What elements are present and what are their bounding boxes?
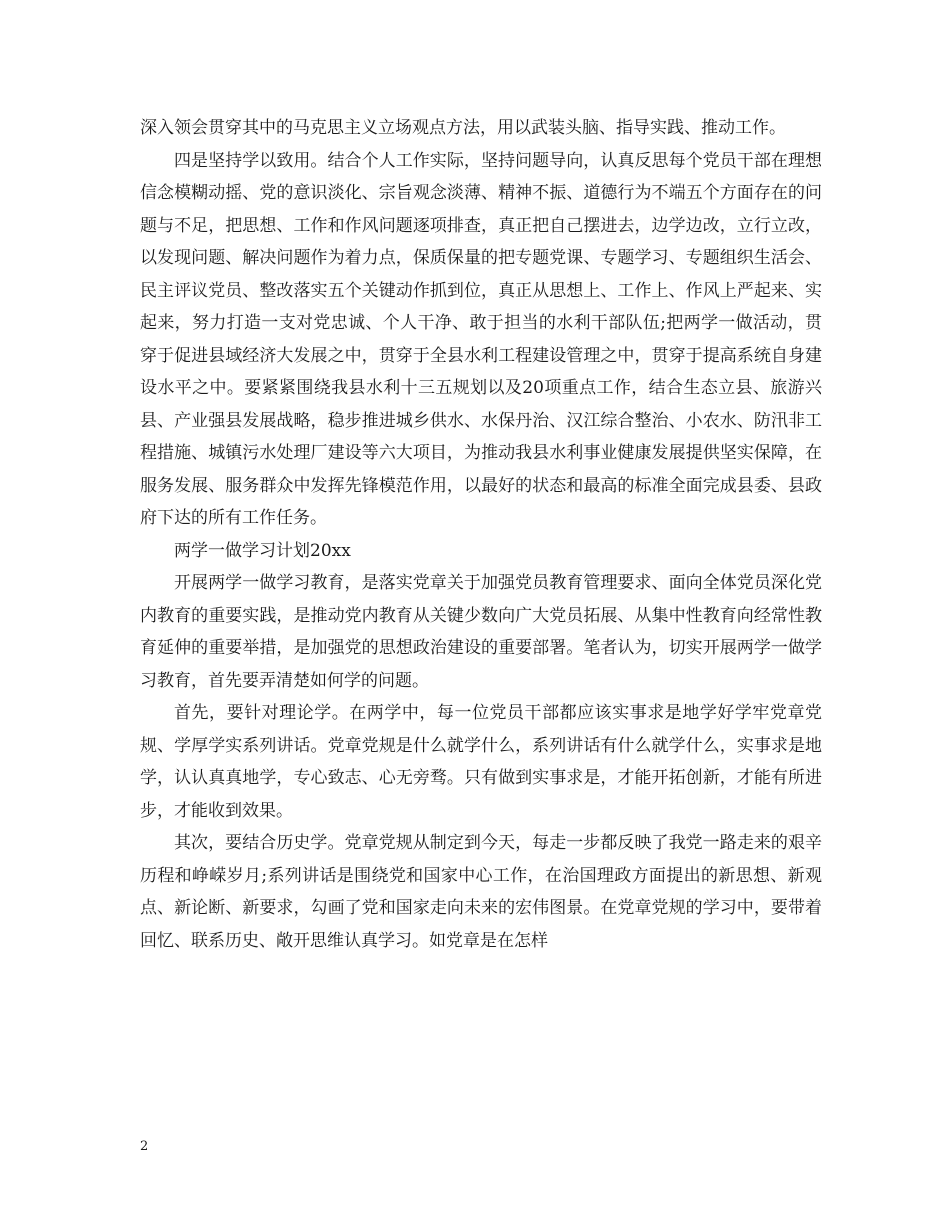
page-number: 2 xyxy=(140,1139,149,1154)
paragraph-theory-study: 首先，要针对理论学。在两学中，每一位党员干部都应该实事求是地学好学牢党章党规、学厚学实系列讲话。党章党规是什么就学什么，系列讲话有什么就学什么，实事求是地学，认认真真地学，专心致志、心无旁骛。只有做到实事求是，才能开拓创新，才能有所进步，才能收到效果。 xyxy=(140,703,822,821)
paragraph-continuation: 深入领会贯穿其中的马克思主义立场观点方法，用以武装头脑、指导实践、推动工作。 xyxy=(140,118,786,138)
document-body xyxy=(140,112,822,957)
paragraph-study-application: 四是坚持学以致用。结合个人工作实际，坚持问题导向，认真反思每个党员干部在理想信念模糊动摇、党的意识淡化、宗旨观念淡薄、精神不振、道德行为不端五个方面存在的问题与不足，把思想、工作和作风问题逐项排查，真正把自己摆进去，边学边改，立行立改，以发现问题、解决问题作为着力点，保质保量的把专题党课、专题学习、专题组织生活会、民主评议党员、整改落实五个关键动作抓到位，真正从思想上、工作上、作风上严起来、实起来，努力打造一支对党忠诚、个人干净、敢于担当的水利干部队伍;把两学一做活动，贯穿于促进县域经济大发展之中，贯穿于全县水利工程建设管理之中，贯穿于提高系统自身建设水平之中。要紧紧围绕我县水利十三五规划以及20项重点工作，结合生态立县、旅游兴县、产业强县发展战略，稳步推进城乡供水、水保丹治、汉江综合整治、小农水、防汛非工程措施、城镇污水处理厂建设等六大项目，为推动我县水利事业健康发展提供坚实保障，在服务发展、服务群众中发挥先锋模范作用，以最好的状态和最高的标准全面完成县委、县政府下达的所有工作任务。 xyxy=(140,150,822,528)
section-heading: 两学一做学习计划20xx xyxy=(174,540,351,561)
paragraph-history-study: 其次，要结合历史学。党章党规从制定到今天，每走一步都反映了我党一路走来的艰辛历程和峥嵘岁月;系列讲话是围绕党和国家中心工作，在治国理政方面提出的新思想、新观点、新论断、新要求，勾画了党和国家走向未来的宏伟图景。在党章党规的学习中，要带着回忆、联系历史、敞开思维认真学习。如党章是在怎样 xyxy=(140,833,822,951)
paragraph-intro: 开展两学一做学习教育，是落实党章关于加强党员教育管理要求、面向全体党员深化党内教育的重要实践，是推动党内教育从关键少数向广大党员拓展、从集中性教育向经常性教育延伸的重要举措，是加强党的思想政治建设的重要部署。笔者认为，切实开展两学一做学习教育，首先要弄清楚如何学的问题。 xyxy=(140,573,822,691)
